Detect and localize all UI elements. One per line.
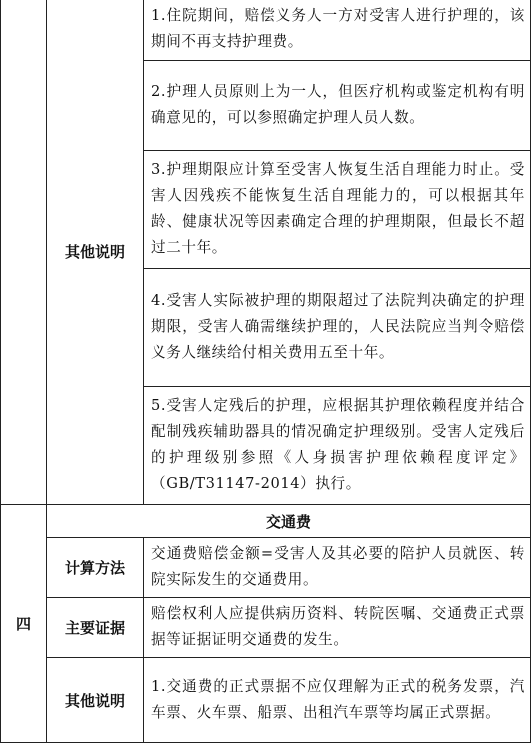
section4-calc-text: 交通费赔偿金额=受害人及其必要的陪护人员就医、转院实际发生的交通费用。: [144, 538, 531, 598]
section4-number: 四: [1, 505, 47, 743]
section4-evidence-label: 主要证据: [47, 598, 144, 658]
section4-note-1: 1.交通费的正式票据不应仅理解为正式的税务发票，汽车票、火车票、船票、出租汽车票等均属正式票据。: [144, 658, 531, 743]
section4-other-label: 其他说明: [47, 658, 144, 743]
table-row: [1, 658, 531, 743]
section4-title: 交通费: [47, 505, 531, 538]
section3-note-3: 3.护理期限应计算至受害人恢复生活自理能力时止。受害人因残疾不能恢复生活自理能力的，可以根据其年龄、健康状况等因素确定合理的护理期限，但最长不超过二十年。: [144, 151, 531, 269]
section3-number-cell: [1, 0, 47, 505]
section4-evidence-text: 赔偿权利人应提供病历资料、转院医嘱、交通费正式票据等证据证明交通费的发生。: [144, 598, 531, 658]
section3-other-label: 其他说明: [47, 0, 144, 505]
section3-note-5: 5.受害人定残后的护理，应根据其护理依赖程度并结合配制残疾辅助器具的情况确定护理级别。受害人定残后的护理级别参照《人身损害护理依赖程度评定》（GB/T31147-2014）执行。: [144, 387, 531, 505]
table-row: [1, 505, 531, 538]
section3-note-4: 4.受害人实际被护理的期限超过了法院判决确定的护理期限，受害人确需继续护理的，人民法院应当判令赔偿义务人继续给付相关费用五至十年。: [144, 269, 531, 387]
section3-note-1: 1.住院期间，赔偿义务人一方对受害人进行护理的，该期间不再支持护理费。: [144, 0, 531, 61]
table-row: [1, 598, 531, 658]
table-row: [1, 0, 531, 61]
section3-note-2: 2.护理人员原则上为一人，但医疗机构或鉴定机构有明确意见的，可以参照确定护理人员人数。: [144, 61, 531, 151]
table-row: [1, 538, 531, 598]
section4-calc-label: 计算方法: [47, 538, 144, 598]
